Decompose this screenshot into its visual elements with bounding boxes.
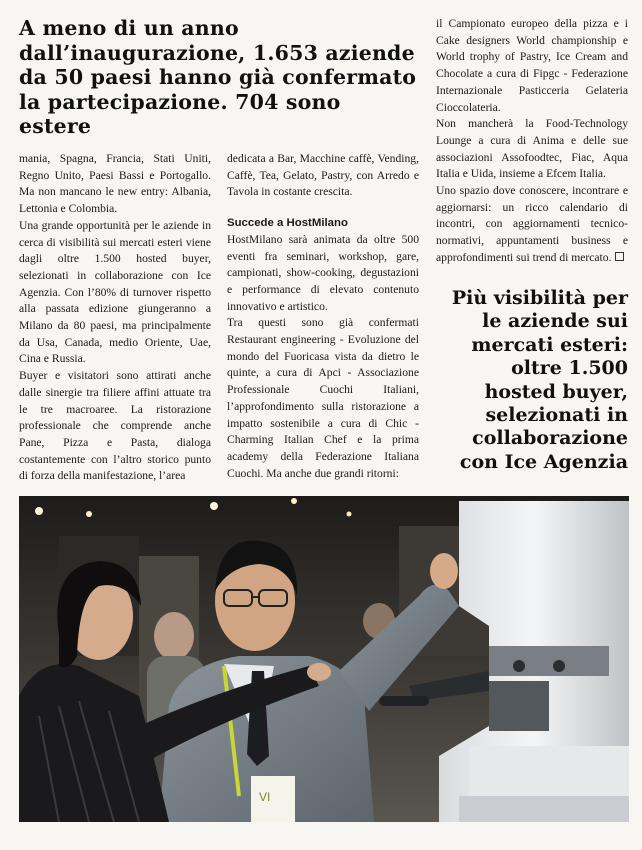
badge-text: VI bbox=[259, 790, 271, 804]
column-2 bbox=[227, 151, 419, 482]
headline: A meno di un anno dall’inaugurazione, 1.653 aziende da 50 paesi hanno già confermato la partecipazione. 704 sono estere bbox=[19, 16, 417, 138]
column-1-paragraph-2: Una grande opportunità per le aziende in cerca di visibilità sui mercati esteri viene dagli oltre 1.500 hosted buyer, selezionati in collaborazione con Ice Agenzia. Con l’80% di turnover rispetto alla passata edizione giungeranno a Milano da 80 paesi, ma principalmente da Usa, Canada, medio Oriente, Uae, Cina e Russia. bbox=[19, 218, 211, 366]
column-3-paragraph-3-text: Uno spazio dove conoscere, incontrare e aggiornarsi: un ricco calendario di incontri, con aggiornamenti tecnico-normativi, appuntamenti business e approfondimenti sui trend di mercato. bbox=[436, 184, 628, 264]
pull-quote: Più visibilità per le aziende sui mercati esteri: oltre 1.500 hosted buyer, selezionati in collaborazione con Ice Agenzia bbox=[451, 287, 628, 473]
column-3-paragraph-1: il Campionato europeo della pizza e i Cake designers World championship e World trophy of Pastry, Ice Cream and Chocolate a cura di Fipgc - Federazione Internazionale Pasticceria Gelateria Cioccolateria. bbox=[436, 17, 628, 114]
column-3 bbox=[436, 16, 628, 267]
column-2-paragraph-2: HostMilano sarà animata da oltre 500 eventi fra seminari, workshop, gare, campionati, show-cooking, degustazioni e performance di elevato contenuto innovativo e artistico. bbox=[227, 232, 419, 313]
column-3-paragraph-2: Non mancherà la Food-Technology Lounge a cura di Anima e delle sue associazioni Assofoodtec, Fiac, Aqua Italia e Uida, insieme a Efcem Italia. bbox=[436, 117, 628, 181]
column-1-paragraph-3: Buyer e visitatori sono attirati anche dalle sinergie tra filiere affini attuate tra le tre macroaree. La ristorazione professionale che comprende anche Pane, Pizza e Pasta, dialoga costantemente con l’altro storico punto di forza della manifestazione, l’area bbox=[19, 369, 211, 483]
column-1 bbox=[19, 151, 211, 485]
column-2-paragraph-1: dedicata a Bar, Macchine caffè, Vending, Caffè, Tea, Gelato, Pastry, con Arredo e Tavola in costante crescita. bbox=[227, 152, 419, 199]
end-mark-icon bbox=[615, 252, 624, 261]
column-3-paragraph-3 bbox=[436, 183, 628, 267]
column-2-paragraph-3: Tra questi sono già confermati Restaurant engineering - Evoluzione del mondo del Fuoricasa vista da dietro le quinte, a cura di Apci - Associazione Professionale Cuochi Italiani, l’approfondimento sulla ristorazione a impatto sostenibile a cura di Chic - Charming Italian Chef e la prima academy della Federazione Italiana Cuochi. Ma anche due grandi ritorni: bbox=[227, 316, 419, 480]
expo-photo-illustration bbox=[19, 496, 629, 822]
section-subhead: Succede a HostMilano bbox=[227, 217, 348, 230]
column-1-paragraph-1: mania, Spagna, Francia, Stati Uniti, Regno Unito, Paesi Bassi e Portogallo. Ma non mancano le new entry: Albania, Lettonia e Colombia. bbox=[19, 152, 211, 216]
expo-photo bbox=[19, 496, 629, 822]
